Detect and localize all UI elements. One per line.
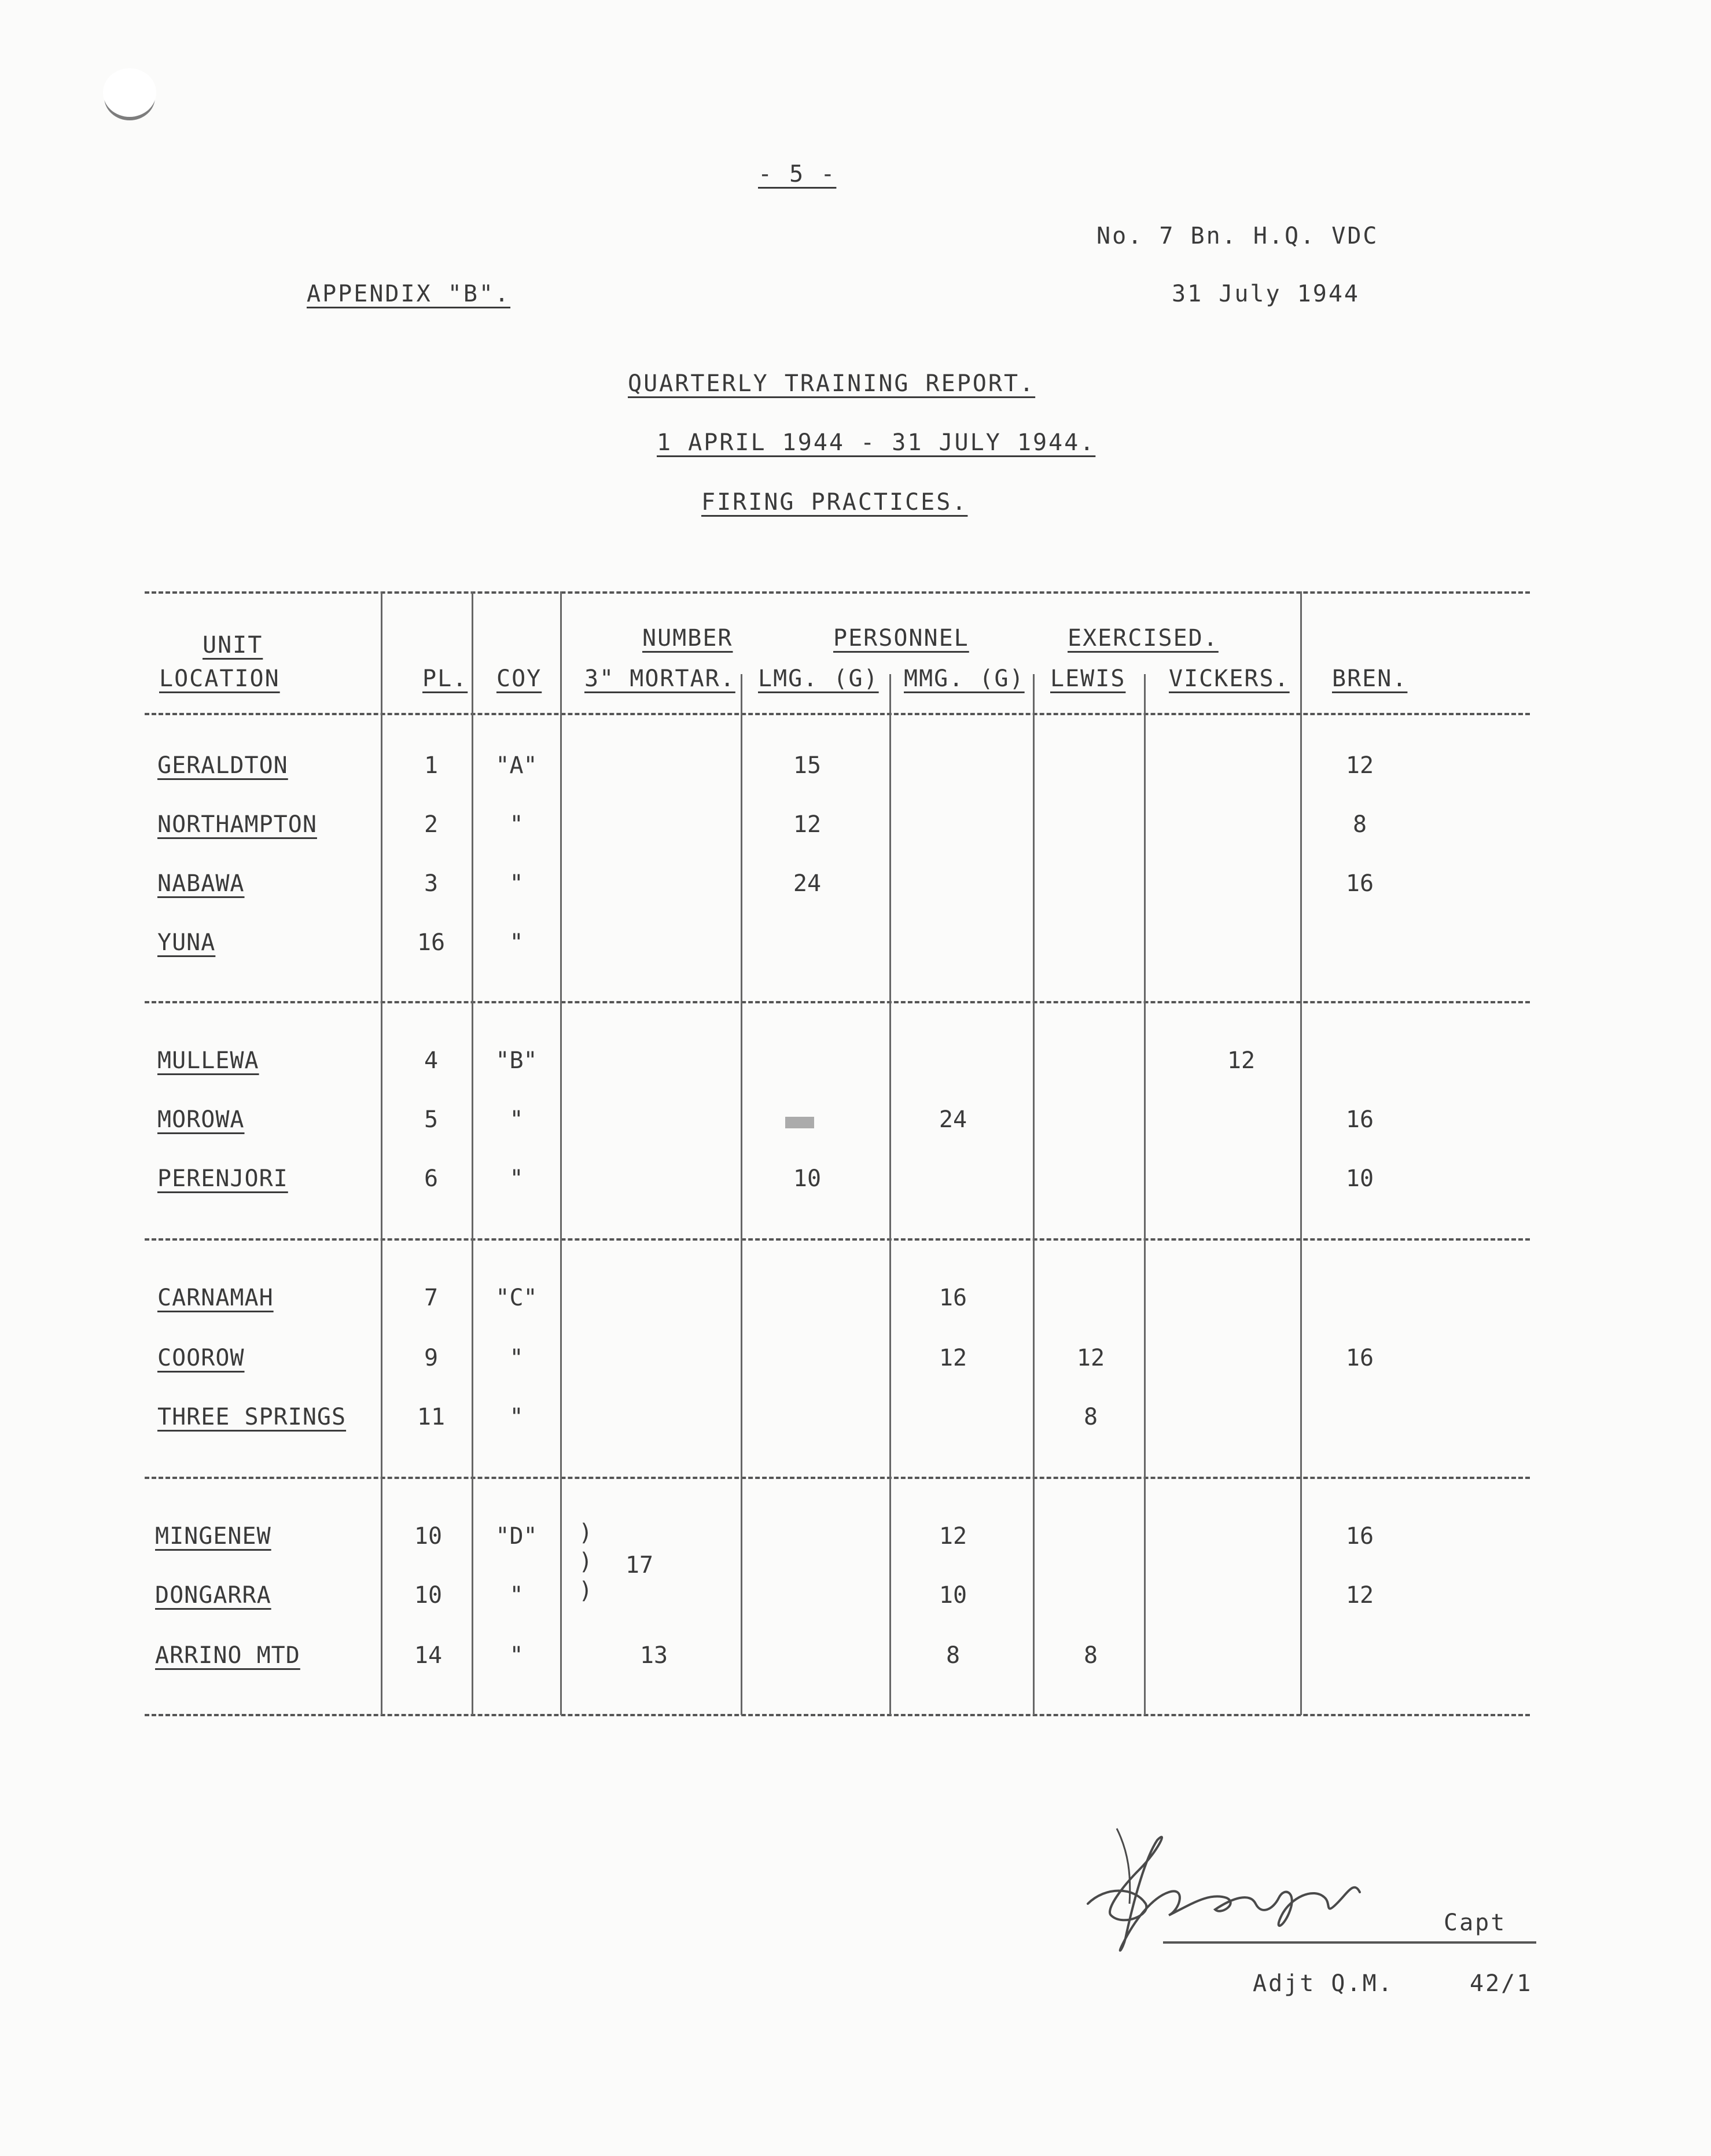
row-coy: " (509, 1642, 524, 1669)
row-mortar-bracketed: 17 (625, 1552, 654, 1579)
row-coy: " (509, 811, 524, 838)
row-pl: 4 (424, 1047, 439, 1074)
row-bren: 8 (1352, 811, 1367, 838)
row-coy: "B" (495, 1047, 538, 1074)
row-mmg: 12 (939, 1345, 967, 1371)
appendix-label: APPENDIX "B". (307, 281, 511, 307)
table-column-rule (1033, 674, 1035, 1715)
row-location: COOROW (157, 1345, 245, 1371)
row-pl: 9 (424, 1345, 439, 1371)
bracket-glyphs: ) ) ) (579, 1519, 593, 1604)
table-column-rule (889, 674, 891, 1715)
row-lmg: 10 (793, 1165, 822, 1192)
header-personnel: PERSONNEL (833, 625, 969, 652)
table-column-rule (741, 674, 742, 1715)
row-coy: " (509, 1582, 524, 1609)
row-coy: " (509, 1404, 524, 1430)
row-location: NORTHAMPTON (157, 811, 317, 838)
header-mortar: 3" MORTAR. (584, 665, 735, 692)
row-lmg: 12 (793, 811, 822, 838)
document-reference: 42/1 (1470, 1970, 1533, 1997)
struck-out-entry (785, 1117, 814, 1128)
row-location: NABAWA (157, 870, 245, 897)
header-coy: COY (496, 665, 542, 692)
row-mmg: 8 (945, 1642, 961, 1669)
row-pl: 10 (414, 1523, 443, 1550)
row-lmg: 24 (793, 870, 822, 897)
row-pl: 14 (414, 1642, 443, 1669)
row-location: PERENJORI (157, 1165, 288, 1192)
row-coy: " (509, 1106, 524, 1133)
row-bren: 16 (1345, 1106, 1374, 1133)
row-bren: 16 (1345, 1523, 1374, 1550)
row-pl: 7 (424, 1285, 439, 1311)
header-lmg: LMG. (G) (758, 665, 879, 692)
table-rule-group (145, 1001, 1530, 1003)
row-pl: 3 (424, 870, 439, 897)
row-coy: " (509, 870, 524, 897)
row-mmg: 24 (939, 1106, 967, 1133)
row-lewis: 8 (1083, 1404, 1098, 1430)
header-lewis: LEWIS (1050, 665, 1126, 692)
row-bren: 10 (1345, 1165, 1374, 1192)
row-coy: "A" (495, 752, 538, 779)
row-location: MOROWA (157, 1106, 245, 1133)
row-bren: 16 (1345, 870, 1374, 897)
row-pl: 11 (417, 1404, 446, 1430)
table-column-rule (381, 591, 382, 1715)
row-bren: 12 (1345, 1582, 1374, 1609)
table-rule-bottom (145, 1714, 1530, 1716)
row-bren: 12 (1345, 752, 1374, 779)
row-mmg: 10 (939, 1582, 967, 1609)
unit-heading: No. 7 Bn. H.Q. VDC (1096, 223, 1379, 249)
table-rule-group (145, 1238, 1530, 1241)
row-location: CARNAMAH (157, 1285, 274, 1311)
header-unit: UNIT (203, 632, 263, 658)
table-column-rule (1300, 591, 1302, 1715)
row-lewis: 12 (1076, 1345, 1105, 1371)
row-pl: 6 (424, 1165, 439, 1192)
row-lmg: 15 (793, 752, 822, 779)
table-rule-top (145, 591, 1530, 594)
row-location: DONGARRA (155, 1582, 271, 1609)
row-location: MINGENEW (155, 1523, 271, 1550)
row-coy: " (509, 1165, 524, 1192)
handwritten-signature (1082, 1817, 1452, 1967)
row-lewis: 8 (1083, 1642, 1098, 1669)
header-pl: PL. (422, 665, 468, 692)
row-location: MULLEWA (157, 1047, 259, 1074)
table-column-rule (1144, 674, 1146, 1715)
row-location: GERALDTON (157, 752, 288, 779)
row-pl: 2 (424, 811, 439, 838)
row-location: YUNA (157, 929, 216, 956)
table-column-rule (560, 591, 562, 1715)
row-coy: " (509, 1345, 524, 1371)
page-number: - 5 - (758, 161, 837, 187)
row-pl: 16 (417, 929, 446, 956)
table-rule-header (145, 713, 1530, 715)
header-vickers: VICKERS. (1169, 665, 1290, 692)
row-mmg: 12 (939, 1523, 967, 1550)
signature-line (1163, 1941, 1536, 1944)
report-title: QUARTERLY TRAINING REPORT. (628, 370, 1036, 397)
header-exercised: EXERCISED. (1068, 625, 1219, 652)
punch-hole (103, 68, 156, 117)
signatory-appointment: Adjt Q.M. (1253, 1970, 1394, 1997)
report-subtitle: FIRING PRACTICES. (701, 489, 968, 516)
row-location: THREE SPRINGS (157, 1404, 347, 1430)
row-bren: 16 (1345, 1345, 1374, 1371)
row-coy: "D" (495, 1523, 538, 1550)
table-rule-group (145, 1477, 1530, 1479)
table-column-rule (472, 591, 473, 1715)
signatory-rank: Capt (1444, 1910, 1507, 1936)
row-location: ARRINO MTD (155, 1642, 300, 1669)
report-period: 1 APRIL 1944 - 31 JULY 1944. (657, 429, 1096, 456)
row-coy: "C" (495, 1285, 538, 1311)
row-vickers: 12 (1227, 1047, 1256, 1074)
header-location: LOCATION (159, 665, 280, 692)
row-pl: 5 (424, 1106, 439, 1133)
row-pl: 10 (414, 1582, 443, 1609)
row-mmg: 16 (939, 1285, 967, 1311)
row-mortar: 13 (639, 1642, 668, 1669)
row-coy: " (509, 929, 524, 956)
header-mmg: MMG. (G) (904, 665, 1025, 692)
row-pl: 1 (424, 752, 439, 779)
header-bren: BREN. (1332, 665, 1408, 692)
document-date: 31 July 1944 (1172, 281, 1360, 307)
header-number: NUMBER (642, 625, 733, 652)
